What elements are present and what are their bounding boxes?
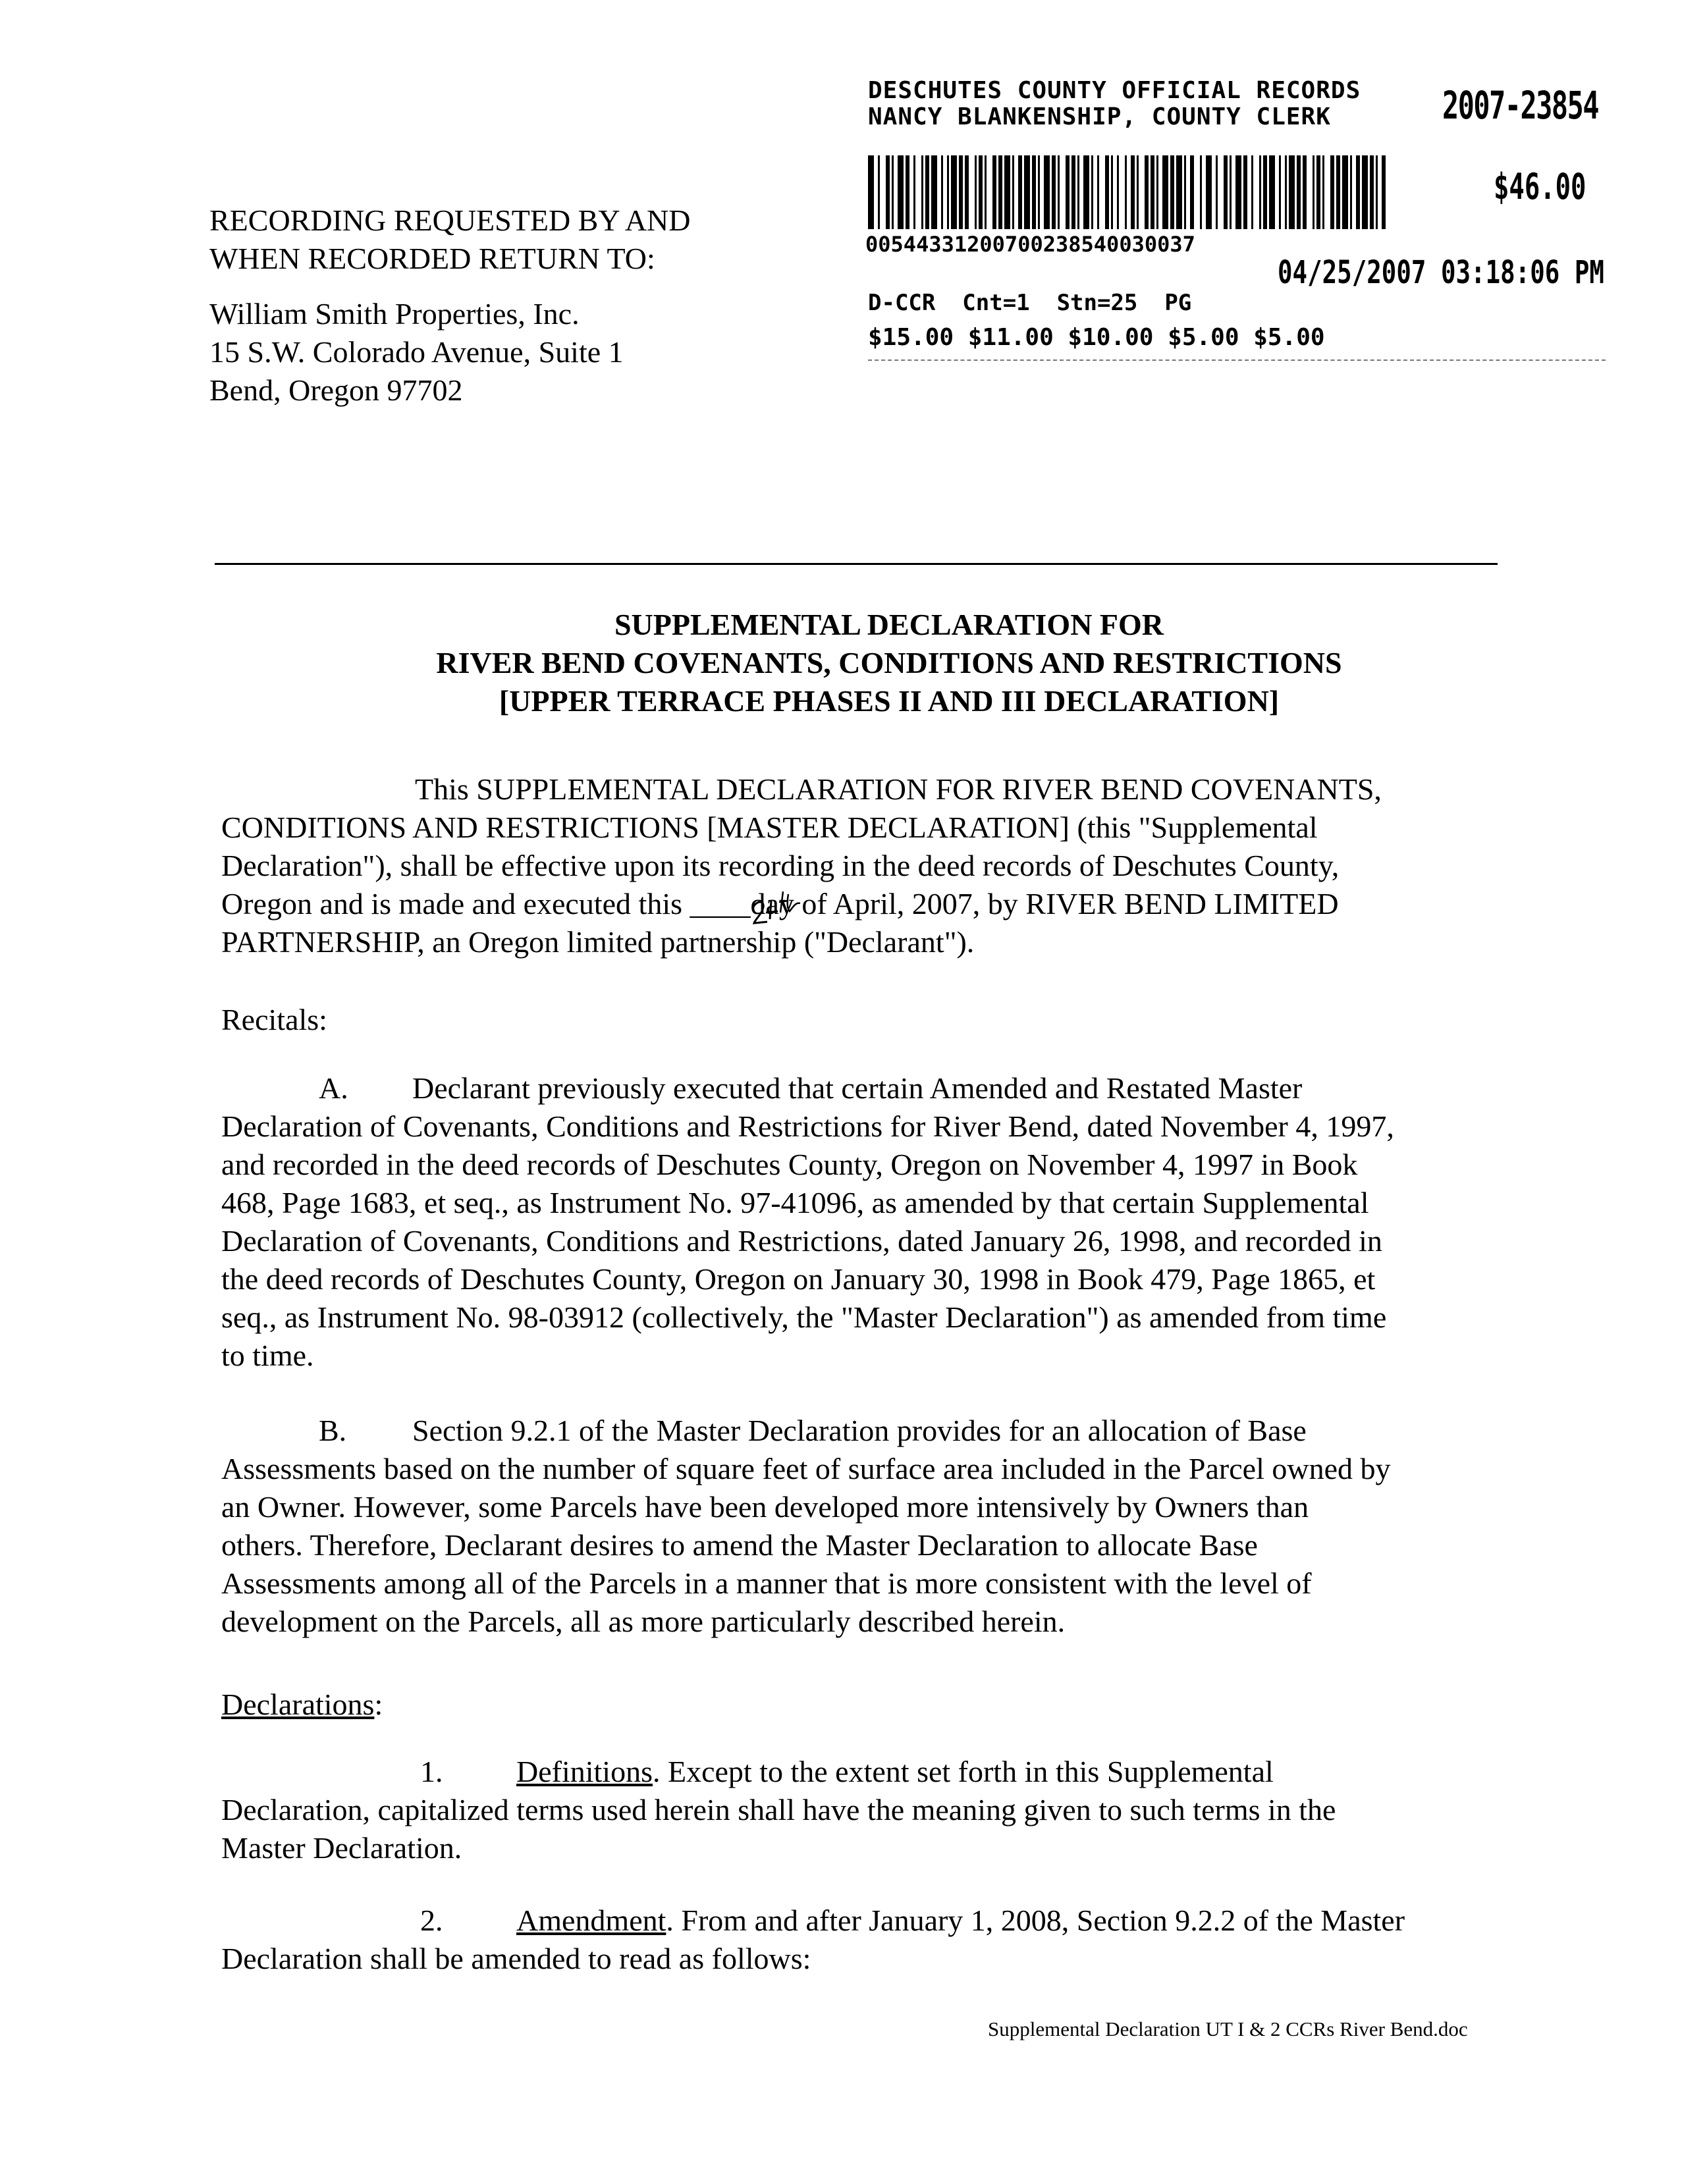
document-footer: Supplemental Declaration UT I & 2 CCRs River Bend.doc [988,2017,1468,2040]
intro-line-date [221,885,1532,923]
barcode-bar [1382,155,1386,229]
return-address-line2: 15 S.W. Colorado Avenue, Suite 1 [209,335,624,369]
barcode-bar [1216,155,1218,229]
stamp-divider [868,360,1606,361]
declaration-item-1 [221,1753,1532,1867]
intro-line-text: day of April, 2007, by RIVER BEND LIMITED [750,887,1339,920]
intro-line: PARTNERSHIP, an Oregon limited partnership ("Declarant"). [221,925,975,959]
recital-b-line: others. Therefore, Declarant desires to amend the Master Declaration to allocate Base [221,1528,1258,1562]
item-1-number: 1. [420,1755,443,1788]
item-1-heading: Definitions [516,1755,653,1788]
record-number: 2007-23854 [1442,83,1599,128]
recital-b-label: B. [319,1414,347,1447]
day-blank: ____ [690,887,751,920]
barcode-bar [1322,155,1324,229]
barcode-bar [1038,155,1040,229]
recital-a-label: A. [319,1071,348,1105]
declarations-heading [221,1686,1532,1724]
barcode-bar [1097,155,1099,229]
barcode-bar [951,155,957,229]
barcode-bar [1052,155,1056,229]
item-2-number: 2. [420,1904,443,1937]
intro-paragraph [221,770,1532,961]
barcode-bar [947,155,949,229]
intro-line: This SUPPLEMENTAL DECLARATION FOR RIVER BEND COVENANTS, [415,772,1382,806]
barcode-bar [1376,155,1378,229]
barcode-bar [1224,155,1228,229]
barcode-bar [1356,155,1360,229]
item-1-text: . Except to the extent set forth in this Supplemental [652,1755,1274,1788]
barcode-bar [868,155,874,229]
barcode-bar [965,155,969,229]
barcode-bar [985,155,987,229]
barcode-bar [1263,155,1267,229]
barcode-bar [1145,155,1149,229]
barcode-bar [1066,155,1070,229]
barcode-bar [1243,155,1247,229]
barcode-bar [1012,155,1014,229]
stamp-office-line2: NANCY BLANKENSHIP, COUNTY CLERK [868,103,1331,130]
recital-a-line: seq., as Instrument No. 98-03912 (collectively, the "Master Declaration") as amended from time [221,1300,1387,1334]
barcode-bar [1004,155,1010,229]
recital-a-line: Declaration of Covenants, Conditions and Restrictions, dated January 26, 1998, and recorded in [221,1224,1382,1258]
item-1-line: Master Declaration. [221,1831,462,1865]
recital-b-line: development on the Parcels, all as more particularly described herein. [221,1605,1066,1638]
barcode-bar [1190,155,1194,229]
total-fee: $46.00 [1494,166,1586,207]
barcode-bar [1176,155,1182,229]
barcode-bar [1362,155,1368,229]
recital-a-line: the deed records of Deschutes County, Oregon on January 30, 1998 in Book 479, Page 1865, et [221,1262,1376,1296]
barcode-digits: 00544331200700238540030037 [865,232,1195,257]
barcode-bar [1269,155,1275,229]
barcode-bar [975,155,977,229]
barcode-bar [1251,155,1253,229]
recording-stamp-header [868,78,1361,130]
barcode-bar [1200,155,1202,229]
item-2-line: Declaration shall be amended to read as follows: [221,1942,811,1975]
barcode-bar [892,155,894,229]
barcode-bar [886,155,890,229]
barcode-image [868,155,1386,229]
barcode-bar [1259,155,1261,229]
declarations-colon: : [374,1688,383,1721]
barcode-bar [959,155,963,229]
handwritten-day-signature [747,886,812,927]
barcode-bar [1342,155,1348,229]
recital-b [221,1412,1532,1641]
recital-b-line: Assessments based on the number of square feet of surface area included in the Parcel owned by [221,1452,1391,1485]
recital-a-line: to time. [221,1339,314,1372]
barcode-bar [1184,155,1186,229]
barcode-bar [1297,155,1301,229]
document-title [0,606,1707,720]
item-1-line: Declaration, capitalized terms used herein shall have the meaning given to such terms in the [221,1793,1336,1826]
barcode-bar [1032,155,1036,229]
barcode-bar [906,155,909,229]
barcode-bar [992,155,996,229]
barcode-bar [1058,155,1060,229]
recitals-heading: Recitals: [221,1003,327,1036]
item-2-heading: Amendment [516,1904,666,1937]
barcode-bar [1156,155,1158,229]
title-line3: [UPPER TERRACE PHASES II AND III DECLARATION] [499,684,1280,718]
return-address-line3: Bend, Oregon 97702 [209,373,463,407]
barcode-bar [1370,155,1374,229]
barcode-bar [913,155,915,229]
title-divider [215,563,1498,565]
barcode-bar [941,155,943,229]
return-address-block [209,201,690,410]
barcode-bar [979,155,983,229]
stamp-fee-breakdown: $15.00 $11.00 $10.00 $5.00 $5.00 [868,324,1325,351]
barcode-bar [1206,155,1212,229]
barcode-bar [1083,155,1089,229]
barcode-bar [1071,155,1075,229]
barcode-bar [1285,155,1287,229]
barcode-bar [1303,155,1307,229]
barcode-bar [1024,155,1030,229]
return-heading-line1: RECORDING REQUESTED BY AND [209,203,691,237]
barcode-bar [925,155,929,229]
barcode-bar [1018,155,1022,229]
intro-line: CONDITIONS AND RESTRICTIONS [MASTER DECLARATION] (this "Supplemental [221,811,1318,844]
title-line1: SUPPLEMENTAL DECLARATION FOR [614,608,1164,641]
intro-line: Declaration"), shall be effective upon its recording in the deed records of Deschutes County, [221,849,1340,882]
barcode-bar [1125,155,1127,229]
barcode-bar [1316,155,1320,229]
barcode-bar [1313,155,1314,229]
recital-b-line: Assessments among all of the Parcels in a manner that is more consistent with the level of [221,1566,1312,1600]
barcode-bar [1289,155,1295,229]
intro-line-text: Oregon and is made and executed this [221,887,690,920]
barcode-bar [1151,155,1154,229]
barcode-bar [921,155,923,229]
barcode-bar [1105,155,1109,229]
title-line2: RIVER BEND COVENANTS, CONDITIONS AND RESTRICTIONS [436,646,1342,679]
declarations-heading-text: Declarations [221,1688,375,1721]
barcode-bar [1230,155,1232,229]
recital-a-text: Declarant previously executed that certain Amended and Restated Master [412,1071,1303,1105]
return-address-line1: William Smith Properties, Inc. [209,297,580,331]
declaration-item-2 [221,1902,1532,1978]
recorded-date-time: 04/25/2007 03:18:06 PM [1278,254,1604,291]
barcode-bar [1111,155,1113,229]
barcode-bar [1077,155,1079,229]
recital-a [221,1069,1532,1375]
recital-b-text: Section 9.2.1 of the Master Declaration provides for an allocation of Base [412,1414,1307,1447]
recital-a-line: Declaration of Covenants, Conditions and Restrictions for River Bend, dated November 4, 1997, [221,1109,1394,1143]
barcode-bar [1235,155,1241,229]
barcode-bar [931,155,937,229]
barcode-bar [878,155,880,229]
barcode-bar [1044,155,1050,229]
barcode-bar [1162,155,1168,229]
barcode-bar [1170,155,1174,229]
barcode-bar [1350,155,1352,229]
barcode-bar [1117,155,1119,229]
stamp-codes: D-CCR Cnt=1 Stn=25 PG [868,290,1192,316]
recital-b-line: an Owner. However, some Parcels have been developed more intensively by Owners than [221,1490,1309,1524]
barcode-bar [1137,155,1139,229]
barcode-bar [1091,155,1093,229]
barcode-bar [1336,155,1340,229]
barcode-bar [1330,155,1334,229]
item-2-text: . From and after January 1, 2008, Section 9.2.2 of the Master [666,1904,1405,1937]
stamp-office-line1: DESCHUTES COUNTY OFFICIAL RECORDS [868,77,1361,104]
recital-a-line: and recorded in the deed records of Deschutes County, Oregon on November 4, 1997 in Book [221,1148,1358,1181]
return-heading-line2: WHEN RECORDED RETURN TO: [209,242,655,275]
barcode-bar [998,155,1002,229]
barcode-bar [1131,155,1135,229]
barcode-bar [898,155,904,229]
barcode-bar [1279,155,1281,229]
recital-a-line: 468, Page 1683, et seq., as Instrument No. 97-41096, as amended by that certain Supplemental [221,1186,1369,1219]
